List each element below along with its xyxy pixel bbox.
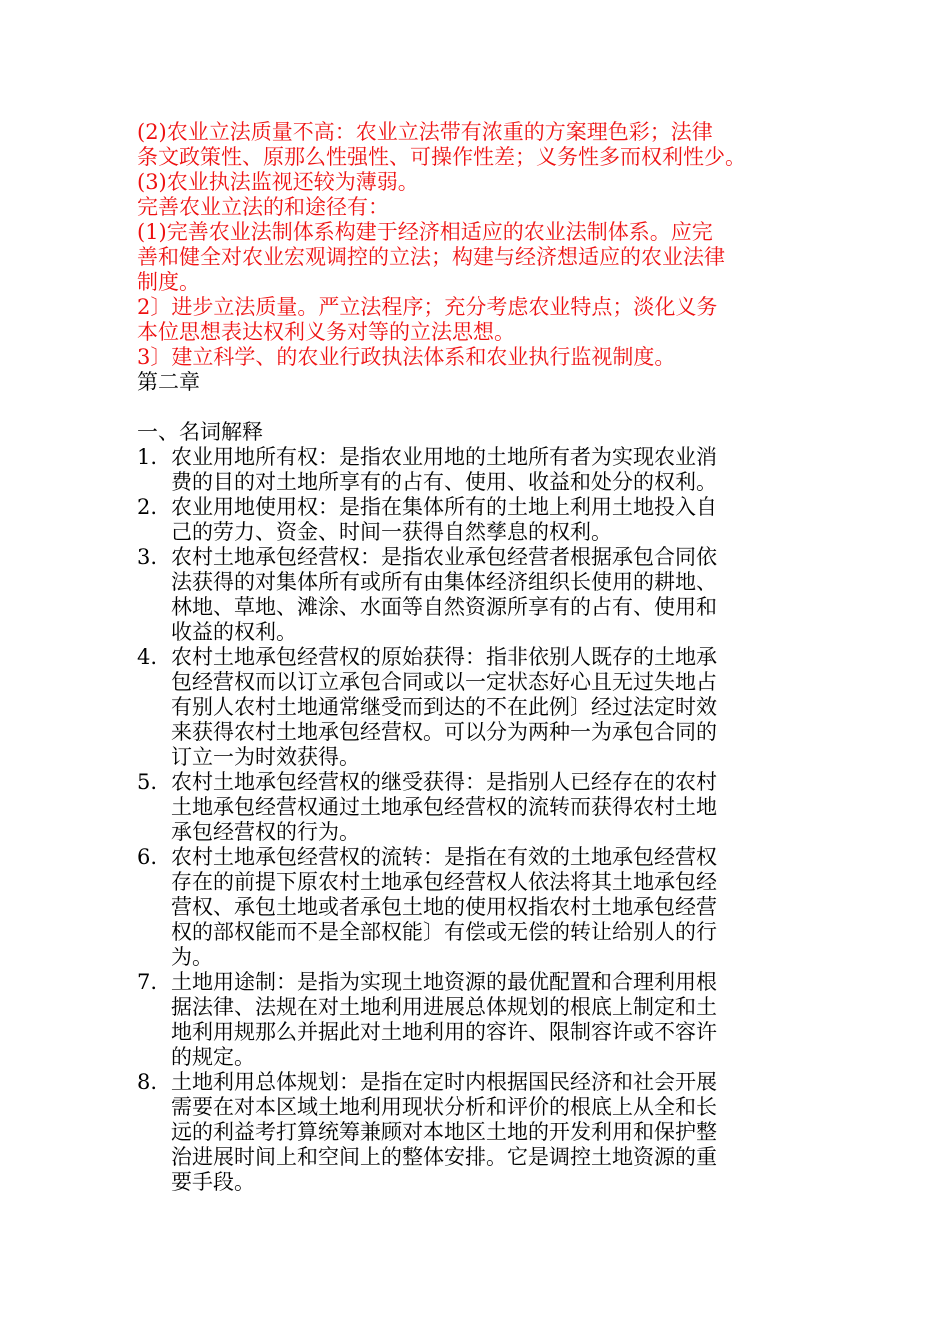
red-line: (3)农业执法监视还较为薄弱。 — [137, 170, 419, 194]
document-page — [137, 120, 837, 1195]
red-line: 完善农业立法的和途径有： — [137, 195, 389, 219]
item-text-line: 土地利用总体规划：是指在定时内根据国民经济和社会开展 — [171, 1070, 717, 1094]
red-line: 制度。 — [137, 270, 200, 294]
item-number: 7. — [137, 970, 158, 994]
red-line: 3〕建立科学、的农业行政执法体系和农业执行监视制度。 — [137, 345, 676, 369]
item-text-line: 农业用地所有权：是指农业用地的土地所有者为实现农业消 — [171, 445, 717, 469]
list-item — [137, 1070, 837, 1195]
item-number: 8. — [137, 1070, 158, 1094]
section-title: 一、名词解释 — [137, 420, 263, 444]
item-text-line: 营权、承包土地或者承包土地的使用权指农村土地承包经营 — [171, 895, 717, 919]
red-line: 善和健全对农业宏观调控的立法；构建与经济想适应的农业法律 — [137, 245, 725, 269]
item-text-line: 己的劳力、资金、时间一获得自然孳息的权利。 — [171, 520, 612, 544]
item-number: 4. — [137, 645, 158, 669]
list-item — [137, 545, 837, 645]
list-item — [137, 445, 837, 495]
term-list — [137, 445, 837, 1195]
blank-line — [137, 395, 837, 420]
red-line: 条文政策性、原那么性强性、可操作性差；义务性多而权利性少。 — [137, 145, 746, 169]
item-text-line: 土地承包经营权通过土地承包经营权的流转而获得农村土地 — [171, 795, 717, 819]
item-text-line: 农村土地承包经营权：是指农业承包经营者根据承包合同依 — [171, 545, 717, 569]
item-text-line: 林地、草地、滩涂、水面等自然资源所享有的占有、使用和 — [171, 595, 717, 619]
item-text-line: 地利用规那么并据此对土地利用的容许、限制容许或不容许 — [171, 1020, 717, 1044]
item-text-line: 为。 — [171, 945, 213, 969]
item-text-line: 的规定。 — [171, 1045, 255, 1069]
item-number: 3. — [137, 545, 158, 569]
item-text-line: 有别人农村土地通常继受而到达的不在此例〕经过法定时效 — [171, 695, 717, 719]
red-line: 本位思想表达权利义务对等的立法思想。 — [137, 320, 515, 344]
item-text-line: 承包经营权的行为。 — [171, 820, 360, 844]
item-number: 1. — [137, 445, 158, 469]
item-text-line: 订立一为时效获得。 — [171, 745, 360, 769]
item-text-line: 农业用地使用权：是指在集体所有的土地上利用土地投入自 — [171, 495, 717, 519]
item-text-line: 权的部权能而不是全部权能〕有偿或无偿的转让给别人的行 — [171, 920, 717, 944]
red-section — [137, 120, 837, 370]
list-item — [137, 845, 837, 970]
list-item — [137, 495, 837, 545]
item-text-line: 存在的前提下原农村土地承包经营权人依法将其土地承包经 — [171, 870, 717, 894]
red-line: (1)完善农业法制体系构建于经济相适应的农业法制体系。应完 — [137, 220, 713, 244]
item-text-line: 收益的权利。 — [171, 620, 297, 644]
item-text-line: 据法律、法规在对土地利用进展总体规划的根底上制定和土 — [171, 995, 717, 1019]
item-text-line: 法获得的对集体所有或所有由集体经济组织长使用的耕地、 — [171, 570, 717, 594]
item-text-line: 远的利益考打算统筹兼顾对本地区土地的开发利用和保护整 — [171, 1120, 717, 1144]
item-number: 5. — [137, 770, 158, 794]
item-text-line: 费的目的对土地所享有的占有、使用、收益和处分的权利。 — [171, 470, 717, 494]
item-text-line: 农村土地承包经营权的原始获得：指非依别人既存的土地承 — [171, 645, 717, 669]
item-text-line: 要手段。 — [171, 1170, 255, 1194]
item-text-line: 包经营权而以订立承包合同或以一定状态好心且无过失地占 — [171, 670, 717, 694]
list-item — [137, 770, 837, 845]
item-text-line: 来获得农村土地承包经营权。可以分为两种一为承包合同的 — [171, 720, 717, 744]
item-text-line: 农村土地承包经营权的流转：是指在有效的土地承包经营权 — [171, 845, 717, 869]
red-line: (2)农业立法质量不高：农业立法带有浓重的方案理色彩；法律 — [137, 120, 713, 144]
item-text-line: 需要在对本区域土地利用现状分析和评价的根底上从全和长 — [171, 1095, 717, 1119]
list-item — [137, 645, 837, 770]
item-number: 2. — [137, 495, 158, 519]
item-number: 6. — [137, 845, 158, 869]
red-line: 2〕进步立法质量。严立法程序；充分考虑农业特点；淡化义务 — [137, 295, 718, 319]
item-text-line: 土地用途制：是指为实现土地资源的最优配置和合理利用根 — [171, 970, 717, 994]
item-text-line: 治进展时间上和空间上的整体安排。它是调控土地资源的重 — [171, 1145, 717, 1169]
chapter-title: 第二章 — [137, 370, 200, 394]
item-text-line: 农村土地承包经营权的继受获得：是指别人已经存在的农村 — [171, 770, 717, 794]
list-item — [137, 970, 837, 1070]
